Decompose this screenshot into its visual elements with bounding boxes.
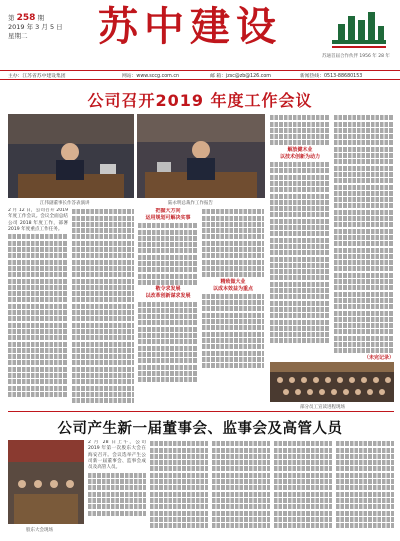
subhead-2: 运用规划可解决实事 [145,215,191,221]
website-link[interactable]: 网站：www.sccg.com.cn [122,74,180,79]
article2-column-5 [336,440,394,536]
article1-column-4 [202,208,264,408]
subhead-1: 把握大方向 [155,208,181,214]
article2-column-3 [212,440,270,536]
caption-speaker-middle: 陆永明总裁作工作报告 [168,201,213,206]
section-divider [8,411,394,412]
article1-column-1 [8,208,68,408]
continued-note: （未完记录） [363,354,394,361]
photo-audience [270,362,394,402]
masthead [0,0,400,68]
issue-info [8,14,70,41]
article2-column-4 [274,440,332,536]
email-link[interactable]: 邮 箱：jzsc@zb@126.com [210,74,271,79]
subhead-3: 敬令求发展 [155,286,181,293]
article1-column-3 [138,208,198,408]
subhead-5: 精致做大业 [220,278,246,285]
issue-date: 2019 年 3 月 5 日 [8,23,63,31]
caption-audience: 部分员工宣读进程现场 [300,405,345,410]
phone-info: 新闻热线：0513-88680153 [300,74,363,79]
subhead-6: 以成本效益为重点 [212,285,253,292]
caption-shareholder-meeting: 股东大会现场 [26,528,53,533]
host-info: 主办：江苏省苏中建设集团 [8,74,66,79]
caption-speaker-left: 江伟副董事长作答表演讲 [40,201,90,206]
subhead-8: 以技术创新为动力 [279,153,320,160]
article1-intro: 2 月 12 日，公司召开 2019 年度工作会议。会议全面总结公司 2018 年度工作，部署 2019 年度重点工作任务。 [8,208,68,232]
article1-column-5 [270,114,330,354]
article1-column-6 [334,114,394,364]
article2-column-1 [88,440,146,536]
subhead-7: 解放健木业 [287,146,313,153]
issue-number: 258 [16,13,36,23]
article1-column-2 [72,208,134,408]
photo-shareholder-meeting [8,440,84,524]
issue-weekday: 星期二 [8,32,28,40]
article2-column-2 [150,440,208,536]
article2-headline: 公司产生新一届董事会、监事会及高管人员 [57,421,343,437]
article2-intro: 2 月 28 日上午，公司 2019 年第一次股东大会在海安召开。会议选举产生公司新一届董事会、监事会成员及高管人员。 [88,440,146,471]
issue-number-line: 第 258 期 [8,13,44,23]
photo-speaker-left [8,114,134,198]
article1-headline: 公司召开2019 年度工作会议 [87,91,313,110]
company-logo-icon [330,10,388,50]
photo-speaker-middle [137,114,265,198]
logo-caption: 苏通首届合作伙伴 1956 年 28 年 [322,54,390,59]
newspaper-title: 苏中建设 [98,3,282,50]
info-bar [0,70,400,80]
subhead-4: 以改革创新谋求发展 [145,293,191,300]
